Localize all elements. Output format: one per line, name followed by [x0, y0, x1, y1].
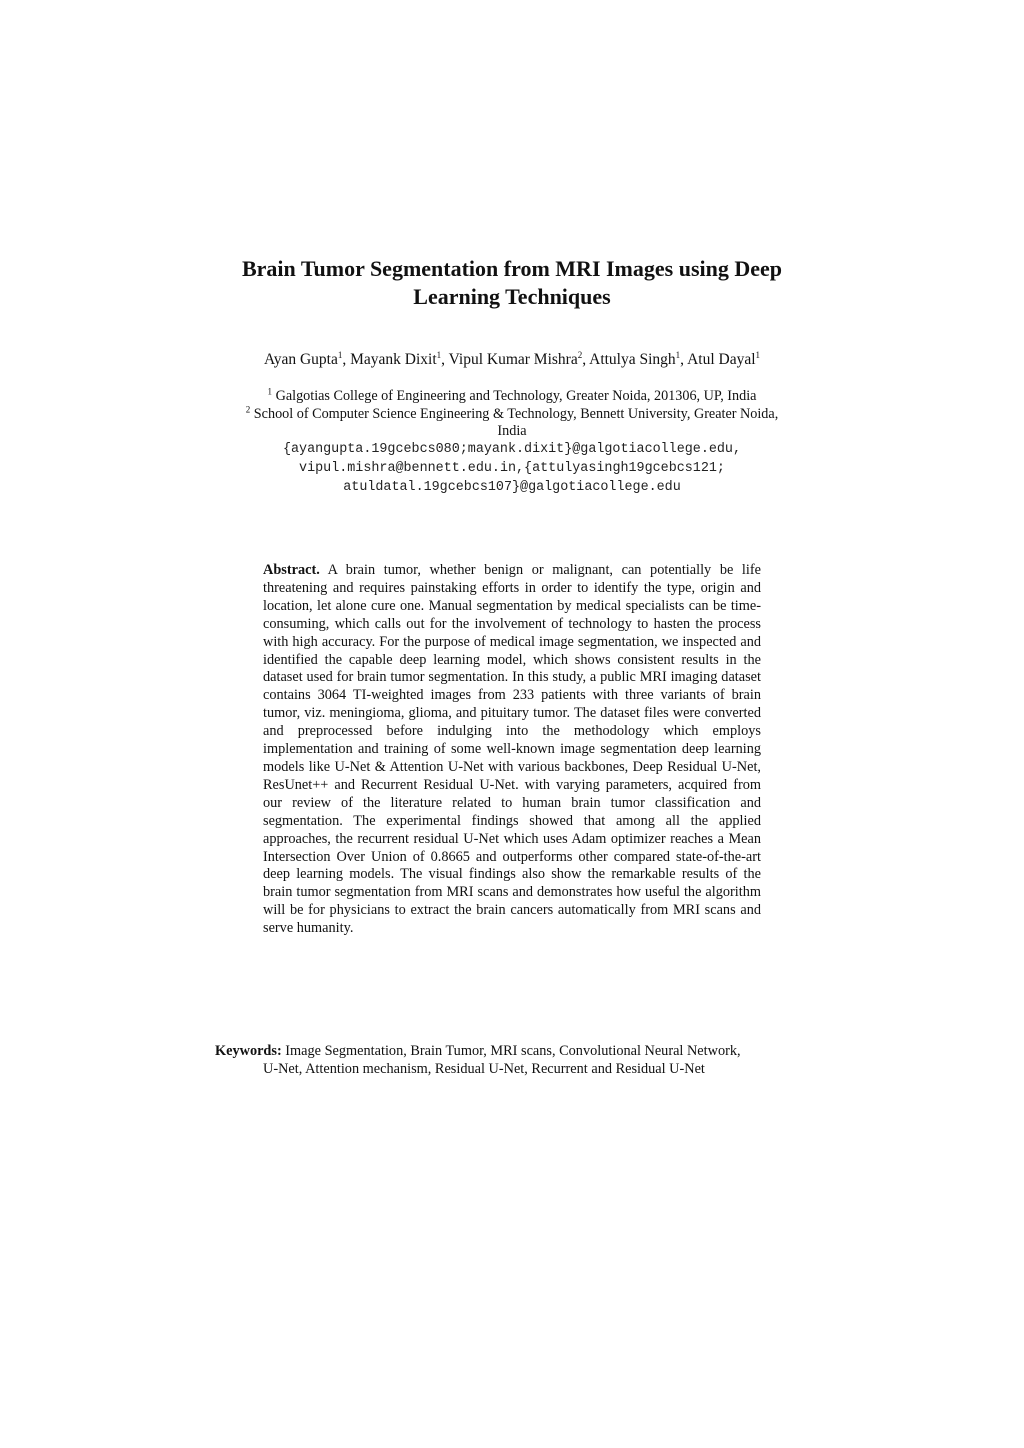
affiliation-text: Galgotias College of Engineering and Technology, Greater Noida, 201306, UP, India — [275, 388, 757, 404]
title-line-1: Brain Tumor Segmentation from MRI Images using Deep — [241, 256, 783, 281]
affiliation-2-continued: India — [497, 423, 527, 439]
affiliation-mark: 2 — [245, 403, 251, 414]
title-line-2: Learning Techniques — [413, 284, 611, 309]
keywords-line-2: U-Net, Attention mechanism, Residual U-Net, Recurrent and Residual U-Net — [263, 1060, 705, 1077]
abstract-text: A brain tumor, whether benign or malignant, can potentially be life threatening and requires painstaking efforts in order to identify the type, origin and location, let alone cure one. Manual segmentation by medical specialists can be time-consuming, which calls out for the involvement of technology to hasten the process with high accuracy. For the purpose of medical image segmentation, we inspected and identified the capable deep learning model, which shows consistent results in the dataset used for brain tumor segmentation. In this study, a public MRI imaging dataset contains 3064 TI-weighted images from 233 patients with three variants of brain tumor, viz. meningioma, glioma, and pituitary tumor. The dataset files were converted and preprocessed before indulging into the methodology which employs implementation and training of some well-known image segmentation deep learning models like U-Net & Attention U-Net with various backbones, Deep Residual U-Net, ResUnet++ and Recurrent Residual U-Net. with varying parameters, acquired from our review of the literature related to human brain tumor classification and segmentation. The experimental findings showed that among all the applied approaches, the recurrent residual U-Net which uses Adam optimizer reaches a Mean Intersection Over Union of 0.8665 and outperforms other compared state-of-the-art deep learning models. The visual findings also show the remarkable results of the brain tumor segmentation from MRI scans and demonstrates how useful the algorithm will be for physicians to extract the brain cancers automatically from MRI scans and serve humanity. — [263, 562, 761, 937]
affiliations — [180, 388, 844, 441]
affiliation-mark: 1 — [267, 386, 273, 397]
author-name: Attulya Singh — [589, 351, 676, 368]
keywords-line-1: Image Segmentation, Brain Tumor, MRI scans, Convolutional Neural Network, — [285, 1043, 741, 1059]
abstract — [263, 562, 761, 938]
email-line-2: vipul.mishra@bennett.edu.in,{attulyasingh19gcebcs121; — [299, 461, 725, 476]
author-name: Vipul Kumar Mishra — [448, 351, 578, 368]
author-name: Mayank Dixit — [350, 351, 437, 368]
author-affiliation-mark: 1 — [337, 349, 343, 360]
email-line-3: atuldatal.19gcebcs107}@galgotiacollege.edu — [343, 480, 681, 495]
email-line-1: {ayangupta.19gcebcs080;mayank.dixit}@galgotiacollege.edu, — [282, 442, 742, 457]
affiliation-2 — [180, 403, 844, 424]
author-affiliation-mark: 1 — [675, 349, 681, 360]
keywords-label: Keywords: — [215, 1043, 282, 1059]
author-affiliation-mark: 1 — [755, 349, 761, 360]
author-affiliation-mark: 1 — [436, 349, 442, 360]
keywords — [215, 1043, 805, 1079]
abstract-label: Abstract. — [263, 562, 320, 578]
author-emails — [180, 440, 844, 497]
paper-title — [190, 255, 834, 311]
affiliation-text: School of Computer Science Engineering & Technology, Bennett University, Greater Noida, — [253, 405, 779, 422]
affiliation-1 — [180, 388, 844, 406]
author-list: Ayan Gupta$^1$, Mayank Dixit$^1$, Vipul Kumar Mishra$^2$, Attulya Singh$^1$, Atul Dayal$^1$ — [263, 349, 761, 368]
author-name: Ayan Gupta — [263, 351, 338, 368]
author-name: Atul Dayal — [687, 351, 756, 368]
author-affiliation-mark: 2 — [577, 349, 583, 360]
